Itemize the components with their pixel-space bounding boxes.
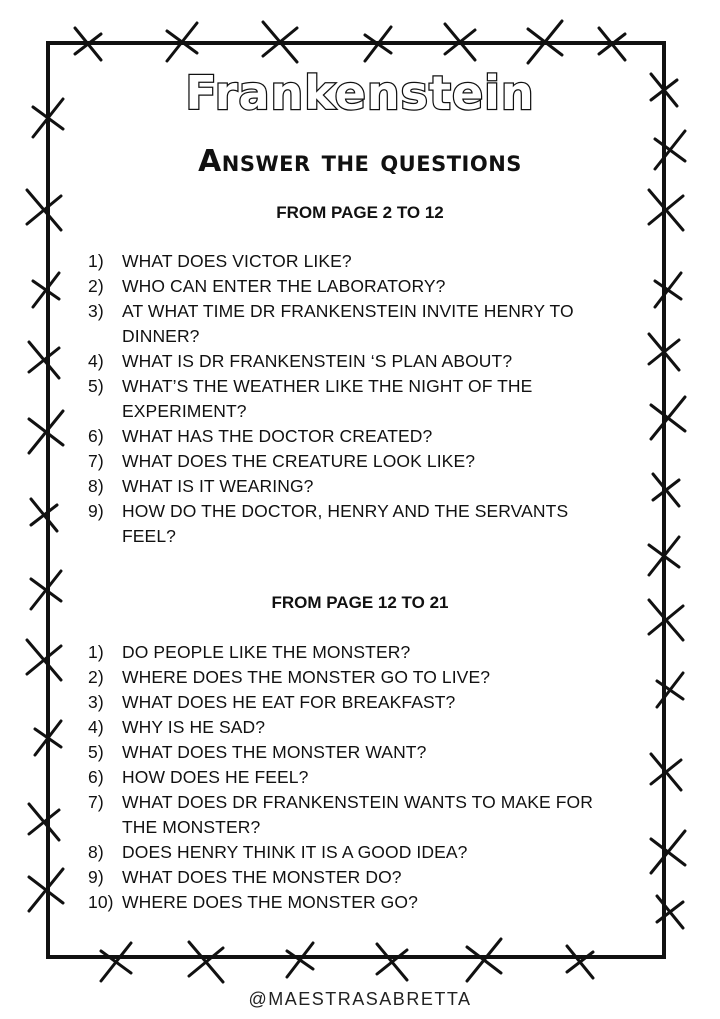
section-heading-2: FROM PAGE 12 TO 21 xyxy=(271,593,449,612)
question-list-2 xyxy=(88,640,618,915)
question-number: 3) xyxy=(88,301,104,321)
question-item xyxy=(88,374,618,424)
question-item xyxy=(88,765,618,790)
question-number: 4) xyxy=(88,351,104,371)
question-text: WHAT HAS THE DOCTOR CREATED? xyxy=(122,426,433,446)
question-item xyxy=(88,865,618,890)
footer-credit: @MAESTRASABRETTA xyxy=(248,989,472,1009)
question-item xyxy=(88,474,618,499)
question-number: 8) xyxy=(88,842,104,862)
question-number: 4) xyxy=(88,717,104,737)
question-text: WHAT IS DR FRANKENSTEIN ‘S PLAN ABOUT? xyxy=(122,351,513,371)
question-item xyxy=(88,424,618,449)
question-number: 10) xyxy=(88,892,114,912)
section-heading-1: FROM PAGE 2 TO 12 xyxy=(276,203,444,222)
question-text: HOW DO THE DOCTOR, HENRY AND THE SERVANTS FEEL? xyxy=(122,501,569,546)
question-text: WHAT DOES VICTOR LIKE? xyxy=(122,251,352,271)
question-item xyxy=(88,249,618,274)
page-subtitle: Answer the questions xyxy=(198,144,522,179)
question-number: 1) xyxy=(88,642,104,662)
question-text: AT WHAT TIME DR FRANKENSTEIN INVITE HENRY TO DINNER? xyxy=(122,301,574,346)
question-item xyxy=(88,274,618,299)
question-number: 5) xyxy=(88,376,104,396)
question-text: WHAT DOES THE MONSTER WANT? xyxy=(122,742,427,762)
question-item xyxy=(88,665,618,690)
question-text: WHERE DOES THE MONSTER GO TO LIVE? xyxy=(122,667,491,687)
question-number: 5) xyxy=(88,742,104,762)
question-text: DOES HENRY THINK IT IS A GOOD IDEA? xyxy=(122,842,468,862)
question-text: WHAT DOES THE CREATURE LOOK LIKE? xyxy=(122,451,476,471)
question-text: DO PEOPLE LIKE THE MONSTER? xyxy=(122,642,411,662)
question-number: 9) xyxy=(88,867,104,887)
question-number: 1) xyxy=(88,251,104,271)
question-number: 2) xyxy=(88,276,104,296)
question-item xyxy=(88,640,618,665)
question-number: 9) xyxy=(88,501,104,521)
question-item xyxy=(88,299,618,349)
page-title: Frankenstein xyxy=(185,66,535,120)
question-text: WHAT’S THE WEATHER LIKE THE NIGHT OF THE EXPERIMENT? xyxy=(122,376,533,421)
question-item xyxy=(88,890,618,915)
question-item xyxy=(88,740,618,765)
question-list-1 xyxy=(88,249,618,549)
question-text: WHY IS HE SAD? xyxy=(122,717,266,737)
question-number: 6) xyxy=(88,767,104,787)
question-number: 7) xyxy=(88,451,104,471)
question-number: 7) xyxy=(88,792,104,812)
question-number: 8) xyxy=(88,476,104,496)
question-number: 6) xyxy=(88,426,104,446)
question-item xyxy=(88,690,618,715)
question-item xyxy=(88,349,618,374)
question-text: WHAT DOES THE MONSTER DO? xyxy=(122,867,402,887)
question-item xyxy=(88,790,618,840)
question-item xyxy=(88,449,618,474)
question-text: HOW DOES HE FEEL? xyxy=(122,767,309,787)
question-number: 3) xyxy=(88,692,104,712)
question-text: WHAT IS IT WEARING? xyxy=(122,476,314,496)
question-number: 2) xyxy=(88,667,104,687)
question-text: WHERE DOES THE MONSTER GO? xyxy=(122,892,418,912)
question-item xyxy=(88,840,618,865)
question-text: WHAT DOES HE EAT FOR BREAKFAST? xyxy=(122,692,456,712)
question-text: WHAT DOES DR FRANKENSTEIN WANTS TO MAKE FOR THE MONSTER? xyxy=(122,792,594,837)
question-item xyxy=(88,715,618,740)
question-text: WHO CAN ENTER THE LABORATORY? xyxy=(122,276,446,296)
question-item xyxy=(88,499,618,549)
